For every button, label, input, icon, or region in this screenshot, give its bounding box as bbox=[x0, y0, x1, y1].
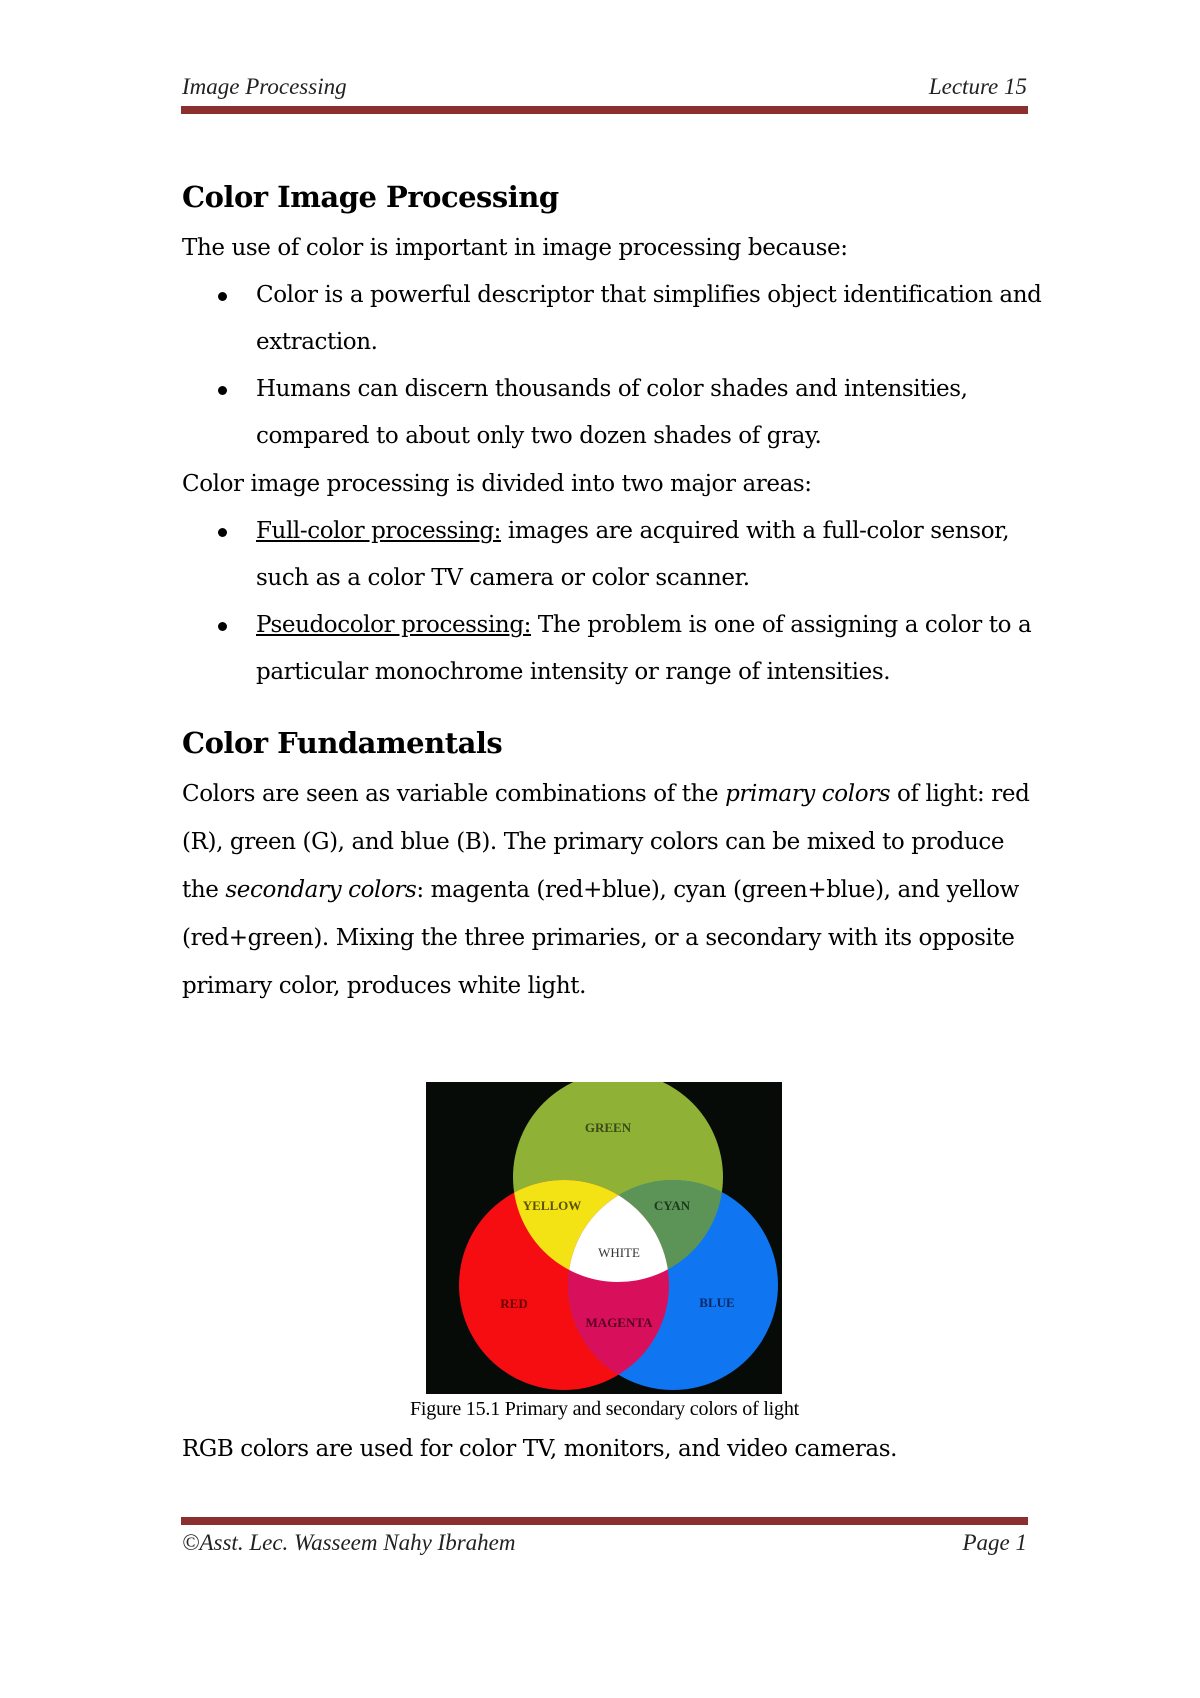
page-body bbox=[182, 180, 1042, 1010]
header-rule bbox=[181, 106, 1028, 114]
areas-intro: Color image processing is divided into two major areas: bbox=[182, 471, 812, 497]
label-red: RED bbox=[500, 1296, 528, 1311]
term-description: The problem is one of assigning a color to a particular monochrome intensity or range of intensities. bbox=[256, 612, 1032, 685]
section-color-fundamentals bbox=[182, 726, 1042, 1010]
label-blue: BLUE bbox=[699, 1295, 735, 1310]
bullet-icon bbox=[218, 292, 227, 301]
section-intro: The use of color is important in image processing because: bbox=[182, 235, 848, 261]
list-item-text: Humans can discern thousands of color shades and intensities, compared to about only two dozen shades of gray. bbox=[256, 376, 968, 449]
fundamentals-paragraph bbox=[182, 770, 1042, 1010]
section-title: Color Fundamentals bbox=[182, 726, 503, 760]
header-lecture-number: Lecture 15 bbox=[928, 74, 1027, 99]
bullet-icon bbox=[218, 622, 227, 631]
label-cyan: CYAN bbox=[653, 1198, 691, 1213]
rgb-venn-figure bbox=[426, 1082, 782, 1394]
list-item-text: Color is a powerful descriptor that simplifies object identification and extraction. bbox=[256, 282, 1042, 355]
page-footer bbox=[182, 1530, 1027, 1566]
text-run: : magenta (red+blue), cyan (green+blue), and yellow (red+green). Mixing the three primaries, or a secondary with its opposite primary color, produces white light. bbox=[182, 877, 1019, 999]
section-color-image-processing bbox=[182, 180, 1042, 696]
text-run: Colors are seen as variable combinations of the bbox=[182, 781, 726, 807]
areas-list bbox=[182, 508, 1042, 696]
footer-page-number: Page 1 bbox=[962, 1530, 1027, 1555]
list-item bbox=[256, 508, 1042, 602]
closing-sentence: RGB colors are used for color TV, monitors, and video cameras. bbox=[182, 1436, 898, 1462]
term-description: images are acquired with a full-color sensor, such as a color TV camera or color scanner. bbox=[256, 518, 1010, 591]
bullet-icon bbox=[218, 528, 227, 537]
figure-caption: Figure 15.1 Primary and secondary colors of light bbox=[409, 1398, 799, 1420]
emphasis-primary-colors: primary colors bbox=[725, 781, 891, 807]
list-item bbox=[256, 366, 1042, 460]
footer-author: ©Asst. Lec. Wasseem Nahy Ibrahem bbox=[182, 1530, 516, 1555]
term-pseudocolor: Pseudocolor processing: bbox=[256, 612, 531, 638]
header-course-title: Image Processing bbox=[182, 74, 347, 99]
label-magenta: MAGENTA bbox=[585, 1315, 653, 1330]
footer-rule bbox=[181, 1517, 1028, 1525]
bullet-icon bbox=[218, 386, 227, 395]
emphasis-secondary-colors: secondary colors bbox=[225, 877, 417, 903]
reasons-list bbox=[182, 272, 1042, 460]
label-white: WHITE bbox=[598, 1245, 640, 1260]
label-green: GREEN bbox=[584, 1120, 632, 1135]
section-title: Color Image Processing bbox=[182, 180, 559, 214]
label-yellow: YELLOW bbox=[522, 1198, 582, 1213]
list-item bbox=[256, 272, 1042, 366]
list-item bbox=[256, 602, 1042, 696]
term-full-color: Full-color processing: bbox=[256, 518, 501, 544]
text-run: of light: red (R), green (G), and blue (B). The primary colors can be mixed to produce the bbox=[182, 781, 1030, 903]
